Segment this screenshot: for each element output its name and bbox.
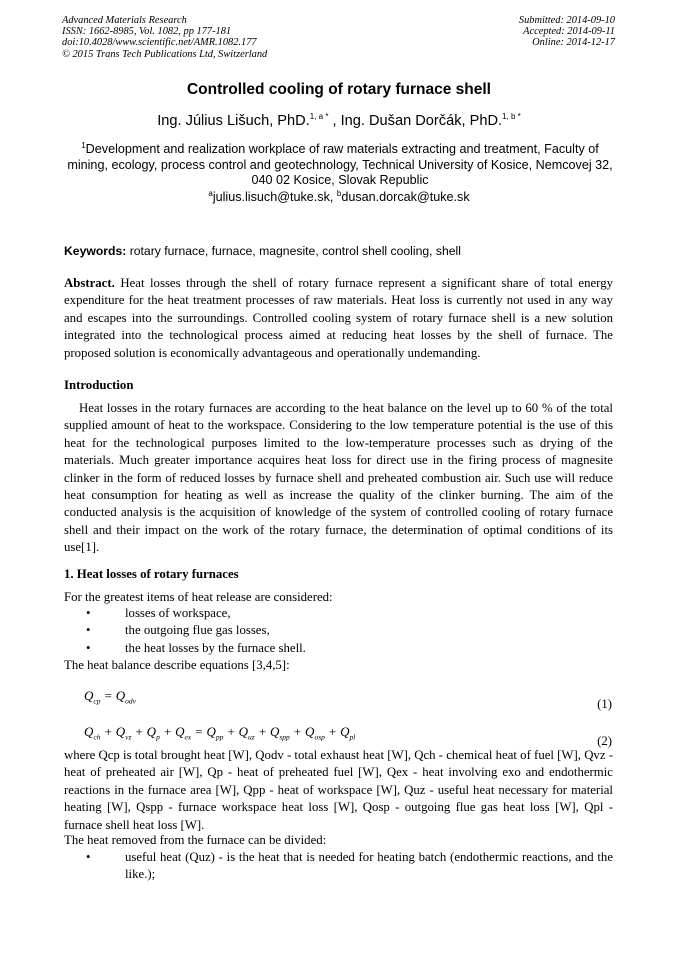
author-2-sup: 1, b * xyxy=(502,112,521,121)
equation-1-number: (1) xyxy=(597,697,612,711)
keywords-label: Keywords: xyxy=(64,244,127,258)
affiliation-text: Development and realization workplace of raw materials extracting and treatment, Faculty of mining, ecology, process control and geotechnology, Technical University of Kosice, Nemcovej 32, 040 02 Kosice, Slovak Republic xyxy=(67,142,613,188)
journal-issn: ISSN: 1662-8985, Vol. 1082, pp 177-181 xyxy=(62,26,232,38)
introduction-text: Heat losses in the rotary furnaces are according to the heat balance on the level up to 60 % of the total supplied amount of heat to the workspace. Considering to the low temperature potential is the use of this heat for the technological purposes limited to the low-temperature processes such as drying of the materials. Much greater importance acquires heat loss for direct use in the firing process of magnesite clinker in the form of reduced losses by furnace shell and preheated combustion air. Such use will reduce heat consumption for heating as well as increase the quality of the clinker burning. The aim of the conducted analysis is the acquisition of knowledge of the system of controlled cooling of rotary furnace shell and their impact on the work of the rotary furnace, the determination of optimal conditions of its use[1]. xyxy=(64,401,613,555)
bullet: • xyxy=(86,640,91,655)
journal-name: Advanced Materials Research xyxy=(62,15,187,26)
heat-removed-list xyxy=(64,849,613,884)
journal-doi: doi:10.4028/www.scientific.net/AMR.1082.177 xyxy=(62,37,257,49)
list-item xyxy=(64,849,613,884)
heat-release-list xyxy=(64,605,613,657)
accepted-date: Accepted: 2014-09-11 xyxy=(523,26,615,38)
heat-balance-intro: The heat balance describe equations [3,4,5]: xyxy=(64,658,290,672)
equation-1: $Q_{cp} = Q_{odv}$ xyxy=(84,688,136,706)
submitted-date: Submitted: 2014-09-10 xyxy=(518,15,615,26)
abstract-label: Abstract. xyxy=(64,276,115,290)
equation-2-number: (2) xyxy=(597,734,612,748)
paper-title: Controlled cooling of rotary furnace shell xyxy=(186,81,491,98)
list-item xyxy=(64,605,613,622)
bullet: • xyxy=(86,623,91,638)
abstract xyxy=(64,275,613,362)
list-item-text: useful heat (Quz) - is the heat that is needed for heating batch (endothermic reactions, and the like.); xyxy=(125,850,613,882)
equation-2: $Q_{ch} + Q_{vz} + Q_p + Q_{ex} = Q_{pp} + Q_{uz} + Q_{spp} + Q_{osp} + Q_{pl}$ xyxy=(84,724,356,742)
section-1-heading: 1. Heat losses of rotary furnaces xyxy=(64,567,239,581)
keywords-text: rotary furnace, furnace, magnesite, control shell cooling, shell xyxy=(126,244,461,258)
email-a-sup: a xyxy=(208,189,213,198)
bullet: • xyxy=(86,850,91,864)
author-2: Ing. Dušan Dorčák, PhD. xyxy=(340,112,503,129)
online-date: Online: 2014-12-17 xyxy=(532,37,615,49)
email-b-sup: b xyxy=(336,189,342,198)
journal-copyright: © 2015 Trans Tech Publications Ltd, Switzerland xyxy=(62,48,268,60)
journal-info xyxy=(62,15,267,60)
affiliation-sup: 1 xyxy=(81,141,86,150)
list-item-text: the heat losses by the furnace shell. xyxy=(125,640,306,655)
variable-definitions: where Qcp is total brought heat [W], Qodv - total exhaust heat [W], Qch - chemical heat of fuel [W], Qvz - heat of preheated air [W], Qp - heat of preheated fuel [W], Qex - heat involving exo and endothermic reactions in the furnace area [W], Qpp - heat of workspace [W], Quz - useful heat necessary for material heating [W], Qspp - furnace workspace heat loss [W], Qosp - outgoing flue gas heat loss [W], Qpl - furnace shell heat loss [W]. xyxy=(64,748,613,832)
submission-dates xyxy=(519,15,615,49)
author-emails xyxy=(0,189,678,204)
author-separator: , xyxy=(328,112,341,129)
list-item xyxy=(64,640,613,657)
author-1: Ing. Július Lišuch, PhD. xyxy=(157,112,310,129)
bullet: • xyxy=(86,606,91,620)
keywords xyxy=(64,244,614,258)
list-item-text: the outgoing flue gas losses, xyxy=(125,623,270,638)
list-item-text: losses of workspace, xyxy=(125,606,231,620)
introduction-heading: Introduction xyxy=(64,378,134,392)
author-1-sup: 1, a * xyxy=(309,112,329,121)
abstract-text: Heat losses through the shell of rotary furnace represent a significant share of total energy expenditure for the heat treatment processes of raw materials. Heat loss is currently not used in any way and escapes into the surroundings. Controlled cooling system of rotary furnace shell is a new solution integrated into the technological process aimed at reducing heat losses by the shell of furnace. The proposed solution is economically advantageous and operationally undemanding. xyxy=(64,276,613,360)
section-1-intro: For the greatest items of heat release are considered: xyxy=(64,590,333,604)
email-b[interactable]: dusan.dorcak@tuke.sk xyxy=(341,190,470,205)
affiliation xyxy=(66,138,614,189)
heat-removed-intro: The heat removed from the furnace can be divided: xyxy=(64,833,327,847)
email-a[interactable]: julius.lisuch@tuke.sk, xyxy=(212,190,337,205)
author-line xyxy=(0,112,678,129)
list-item xyxy=(64,622,613,639)
